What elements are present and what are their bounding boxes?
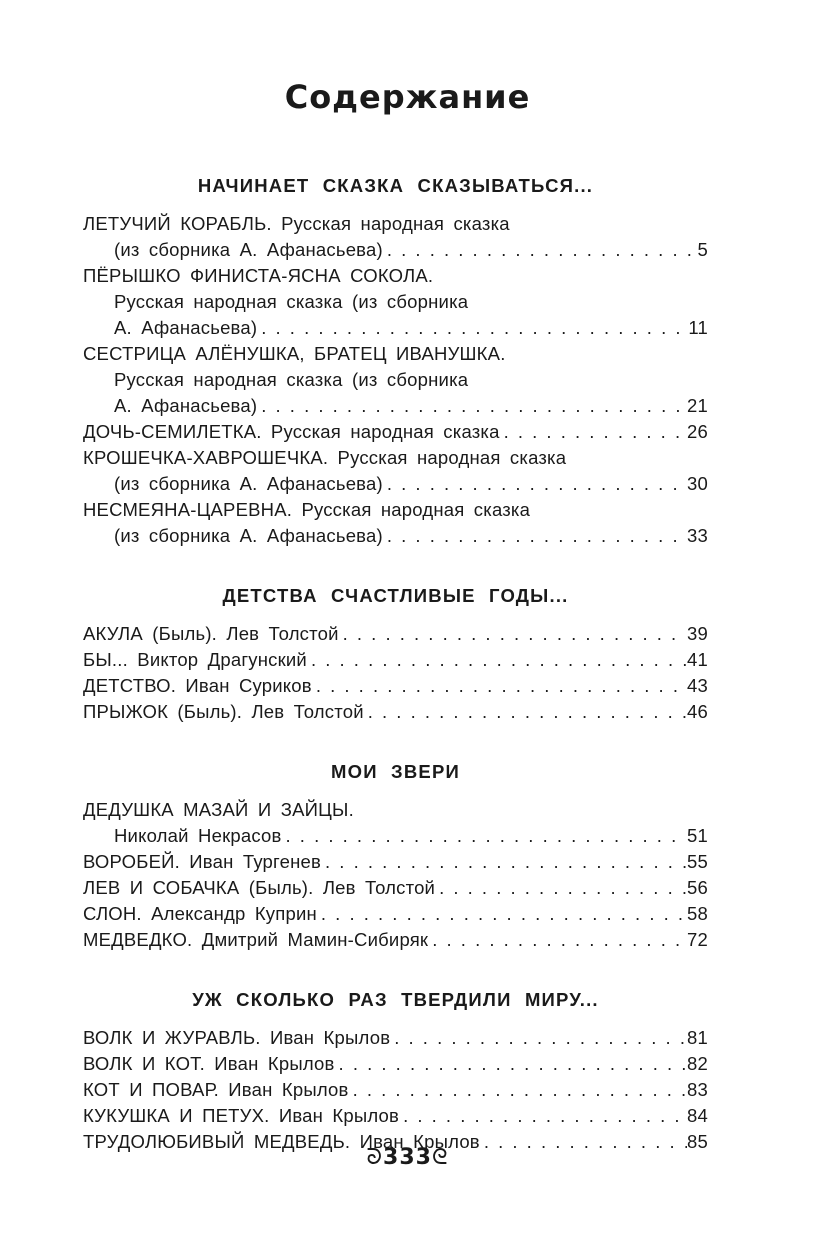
entry-page-number: 72 — [687, 929, 708, 950]
toc-entry[interactable] — [83, 341, 708, 419]
entry-page-number: 11 — [688, 317, 708, 338]
entry-page-number: 85 — [687, 1131, 708, 1152]
dot-leader — [383, 523, 687, 549]
dot-leader — [428, 927, 687, 953]
dot-leader — [399, 1103, 687, 1129]
entry-page-number: 55 — [687, 851, 708, 872]
entry-page-number: 84 — [687, 1105, 708, 1126]
toc-entry[interactable] — [83, 927, 708, 953]
entry-page-number: 81 — [687, 1027, 708, 1048]
toc-entry[interactable] — [83, 647, 708, 673]
dot-leader — [312, 673, 687, 699]
entry-page-number: 30 — [687, 473, 708, 494]
dot-leader — [349, 1077, 687, 1103]
section-heading: НАЧИНАЕТ СКАЗКА СКАЗЫВАТЬСЯ... — [197, 175, 594, 196]
entry-title-continuation: Русская народная сказка (из сборника — [114, 291, 469, 312]
entry-title: ДЕТСТВО. Иван Суриков — [83, 675, 312, 696]
entry-title: ВОЛК И КОТ. Иван Крылов — [83, 1053, 335, 1074]
toc-entry[interactable] — [83, 1077, 708, 1103]
dot-leader — [500, 419, 687, 445]
entry-title: ЛЕТУЧИЙ КОРАБЛЬ. Русская народная сказка — [83, 213, 510, 234]
toc-entry[interactable] — [83, 699, 708, 725]
toc-entry[interactable] — [83, 1025, 708, 1051]
toc-entry[interactable] — [83, 497, 708, 549]
toc-entry[interactable] — [83, 797, 708, 849]
entry-title: ТРУДОЛЮБИВЫЙ МЕДВЕДЬ. Иван Крылов — [83, 1131, 480, 1152]
entry-title: СЕСТРИЦА АЛЁНУШКА, БРАТЕЦ ИВАНУШКА. — [83, 343, 506, 364]
entry-title: МЕДВЕДКО. Дмитрий Мамин-Сибиряк — [83, 929, 429, 950]
dot-leader — [335, 1051, 687, 1077]
toc-entry[interactable] — [83, 621, 708, 647]
dot-leader — [257, 393, 687, 419]
dot-leader — [317, 901, 687, 927]
entry-page-number: 33 — [687, 525, 708, 546]
entry-title: ПРЫЖОК (Быль). Лев Толстой — [83, 701, 364, 722]
entry-title: КРОШЕЧКА-ХАВРОШЕЧКА. Русская народная сказка — [83, 447, 567, 468]
toc-entry[interactable] — [83, 849, 708, 875]
dot-leader — [307, 647, 687, 673]
entry-title-continuation: А. Афанасьева) — [114, 317, 258, 338]
toc-entry[interactable] — [83, 211, 708, 263]
table-of-contents — [83, 173, 708, 1155]
entry-title: АКУЛА (Быль). Лев Толстой — [83, 623, 339, 644]
entry-title-continuation: (из сборника А. Афанасьева) — [114, 473, 383, 494]
entry-title-continuation: Русская народная сказка (из сборника — [114, 369, 469, 390]
entry-page-number: 21 — [687, 395, 708, 416]
dot-leader — [282, 823, 687, 849]
toc-entry[interactable] — [83, 901, 708, 927]
entry-page-number: 82 — [687, 1053, 708, 1074]
entry-page-number: 51 — [687, 825, 708, 846]
entry-title-continuation: (из сборника А. Афанасьева) — [114, 239, 383, 260]
entry-title-continuation: Николай Некрасов — [114, 825, 282, 846]
dot-leader — [339, 621, 687, 647]
left-ornament-icon: ᘐ — [366, 1145, 384, 1170]
entry-title: ДЕДУШКА МАЗАЙ И ЗАЙЦЫ. — [83, 799, 354, 820]
entry-title: НЕСМЕЯНА-ЦАРЕВНА. Русская народная сказка — [83, 499, 531, 520]
entry-title: КУКУШКА И ПЕТУХ. Иван Крылов — [83, 1105, 400, 1126]
section-heading: УЖ СКОЛЬКО РАЗ ТВЕРДИЛИ МИРУ... — [192, 989, 599, 1010]
section-heading: МОИ ЗВЕРИ — [331, 761, 460, 782]
entry-page-number: 46 — [687, 701, 708, 722]
entry-page-number: 39 — [687, 623, 708, 644]
page-title: Содержание — [284, 78, 531, 116]
dot-leader — [383, 471, 687, 497]
entry-page-number: 5 — [697, 239, 708, 260]
toc-entry[interactable] — [83, 875, 708, 901]
entry-title: ДОЧЬ-СЕМИЛЕТКА. Русская народная сказка — [83, 421, 500, 442]
toc-entry[interactable] — [83, 1103, 708, 1129]
dot-leader — [364, 699, 687, 725]
entry-page-number: 43 — [687, 675, 708, 696]
entry-title: ВОРОБЕЙ. Иван Тургенев — [83, 851, 322, 872]
toc-entry[interactable] — [83, 1051, 708, 1077]
dot-leader — [257, 315, 688, 341]
entry-title: ЛЕВ И СОБАЧКА (Быль). Лев Толстой — [83, 877, 436, 898]
entry-page-number: 56 — [687, 877, 708, 898]
entry-page-number: 41 — [687, 649, 708, 670]
toc-entry[interactable] — [83, 673, 708, 699]
entry-title: БЫ... Виктор Драгунский — [83, 649, 307, 670]
dot-leader — [435, 875, 687, 901]
entry-page-number: 26 — [687, 421, 708, 442]
entry-title-continuation: А. Афанасьева) — [114, 395, 258, 416]
entry-title: КОТ И ПОВАР. Иван Крылов — [83, 1079, 349, 1100]
dot-leader — [390, 1025, 687, 1051]
dot-leader — [321, 849, 687, 875]
page-number: 333 — [383, 1145, 432, 1170]
toc-entry[interactable] — [83, 445, 708, 497]
section-heading: ДЕТСТВА СЧАСТЛИВЫЕ ГОДЫ... — [222, 585, 569, 606]
entry-page-number: 58 — [687, 903, 708, 924]
right-ornament-icon: ᘓ — [431, 1145, 449, 1170]
dot-leader — [383, 237, 698, 263]
entry-title: ВОЛК И ЖУРАВЛЬ. Иван Крылов — [83, 1027, 391, 1048]
entry-title: СЛОН. Александр Куприн — [83, 903, 317, 924]
entry-title: ПЁРЫШКО ФИНИСТА-ЯСНА СОКОЛА. — [83, 265, 434, 286]
page-footer — [0, 1145, 815, 1170]
entry-page-number: 83 — [687, 1079, 708, 1100]
toc-entry[interactable] — [83, 419, 708, 445]
entry-title-continuation: (из сборника А. Афанасьева) — [114, 525, 383, 546]
toc-entry[interactable] — [83, 263, 708, 341]
